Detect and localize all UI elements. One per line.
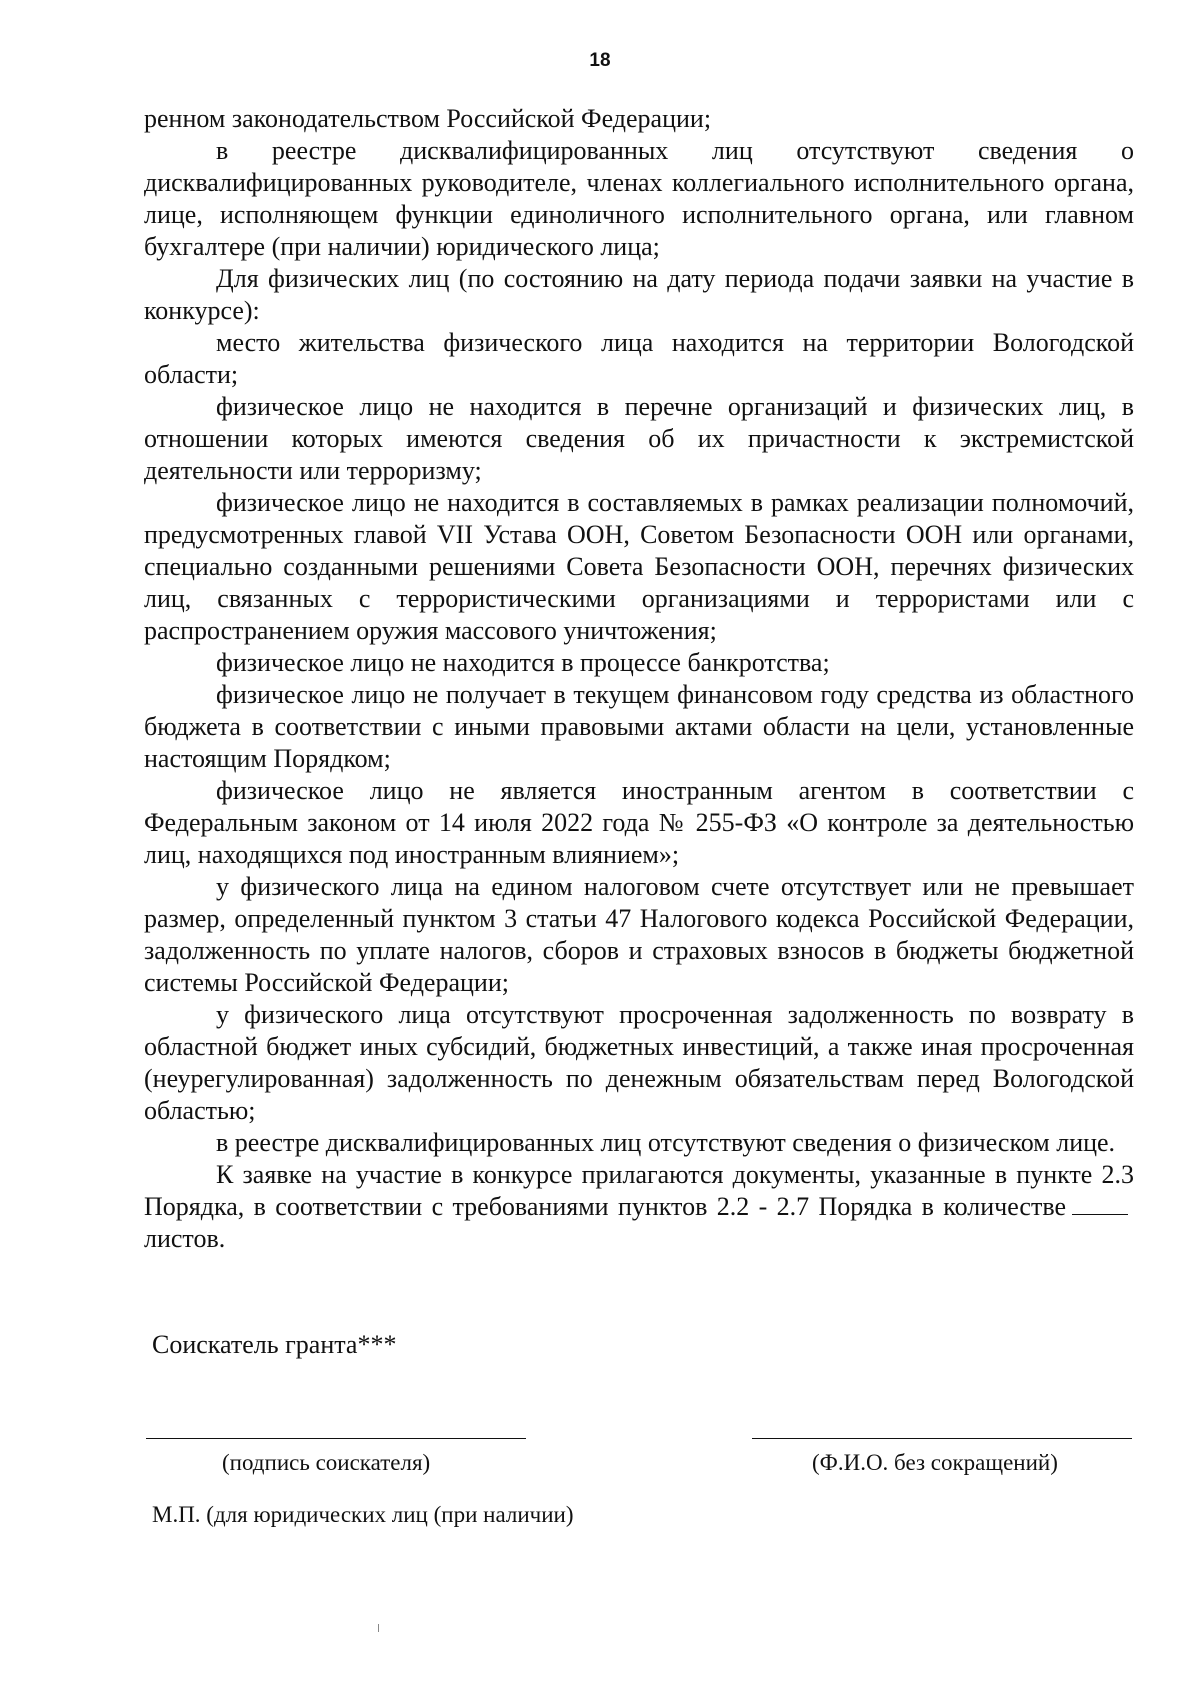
paragraph-residence: место жительства физического лица находится на территории Вологодской области;: [144, 328, 1134, 389]
paragraph-budget-funds: физическое лицо не получает в текущем финансовом году средства из областного бюджета в соответствии с иными правовыми актами области на цели, установленные настоящим Порядком;: [144, 680, 1134, 773]
paragraph-individuals-heading: Для физических лиц (по состоянию на дату периода подачи заявки на участие в конкурсе):: [144, 264, 1134, 325]
paragraph-bankruptcy: физическое лицо не находится в процессе банкротства;: [216, 648, 830, 677]
document-body: [144, 103, 1134, 1255]
paragraph-disqualified-registry-legal: в реестре дисквалифицированных лиц отсутствуют сведения о дисквалифицированных руководителе, членах коллегиального исполнительного органа, лице, исполняющем функции единоличного исполнительного органа, или главном бухгалтере (при наличии) юридического лица;: [144, 136, 1134, 261]
full-name-caption: (Ф.И.О. без сокращений): [812, 1450, 1058, 1475]
paragraph-extremism-list: физическое лицо не находится в перечне организаций и физических лиц, в отношении которых имеются сведения об их причастности к экстремистской деятельности или терроризму;: [144, 392, 1134, 485]
attachment-suffix: листов.: [144, 1224, 226, 1253]
paragraph-un-sanctions: физическое лицо не находится в составляемых в рамках реализации полномочий, предусмотренных главой VII Устава ООН, Советом Безопасности ООН или органами, специально созданными решениями Совета Безопасности ООН, перечнях физических лиц, связанных с террористическими организациями и террористами или с распространением оружия массового уничтожения;: [144, 488, 1134, 645]
full-name-line: [752, 1438, 1132, 1439]
paragraph-disqualified-registry-individual: в реестре дисквалифицированных лиц отсутствуют сведения о физическом лице.: [216, 1128, 1116, 1157]
applicant-label: Соискатель гранта***: [152, 1330, 397, 1359]
signature-caption: (подпись соискателя): [222, 1450, 431, 1475]
paragraph-foreign-agent: физическое лицо не является иностранным агентом в соответствии с Федеральным законом от 14 июля 2022 года № 255-ФЗ «О контроле за деятельностью лиц, находящихся под иностранным влиянием»;: [144, 776, 1134, 869]
sheet-count-blank: [1072, 1192, 1128, 1215]
attachment-text: К заявке на участие в конкурсе прилагаются документы, указанные в пункте 2.3 Порядка, в соответствии с требованиями пунктов 2.2 - 2.7 Порядка в количестве: [144, 1160, 1134, 1221]
page-number: 18: [589, 50, 611, 71]
paragraph-attachments: [144, 1159, 1134, 1255]
paragraph-tax-debt: у физического лица на едином налоговом счете отсутствует или не превышает размер, определенный пунктом 3 статьи 47 Налогового кодекса Российской Федерации, задолженность по уплате налогов, сборов и страховых взносов в бюджеты бюджетной системы Российской Федерации;: [144, 872, 1134, 997]
stamp-note: М.П. (для юридических лиц (при наличии): [152, 1502, 574, 1527]
paragraph-continuation: ренном законодательством Российской Федерации;: [144, 104, 712, 133]
scan-artifact: [378, 1624, 379, 1632]
paragraph-overdue-debt: у физического лица отсутствуют просроченная задолженность по возврату в областной бюджет иных субсидий, бюджетных инвестиций, а также иная просроченная (неурегулированная) задолженность по денежным обязательствам перед Вологодской областью;: [144, 1000, 1134, 1125]
signature-line: [146, 1438, 526, 1439]
